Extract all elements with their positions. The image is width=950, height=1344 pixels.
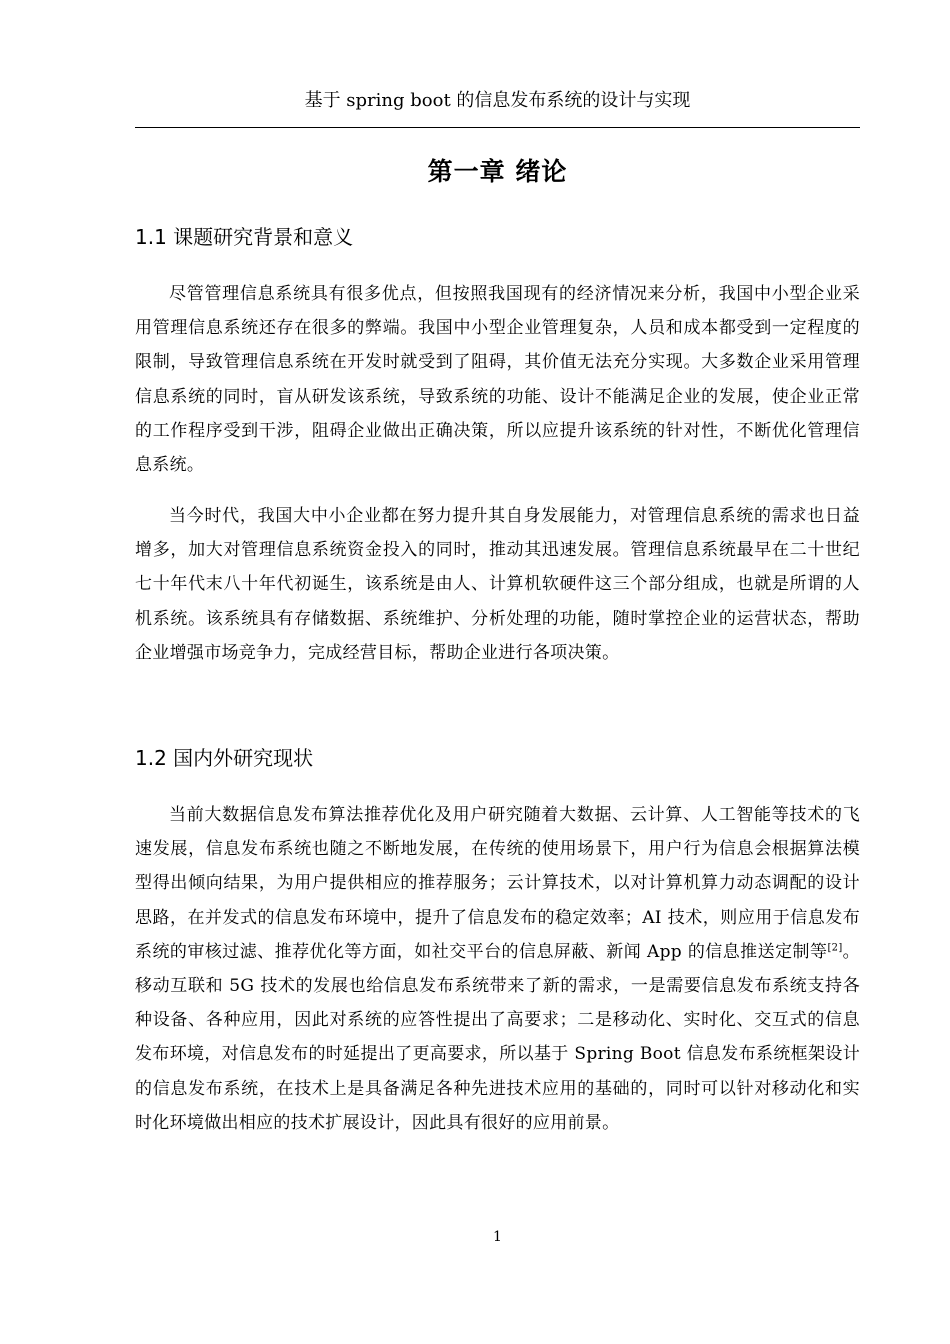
paragraph-background-1: 尽管管理信息系统具有很多优点，但按照我国现有的经济情况来分析，我国中小型企业采用管理信息系统还存在很多的弊端。我国中小型企业管理复杂，人员和成本都受到一定程度的限制，导致管理信息系统在开发时就受到了阻碍，其价值无法充分实现。大多数企业采用管理信息系统的同时，盲从研发该系统，导致系统的功能、设计不能满足企业的发展，使企业正常的工作程序受到干涉，阻碍企业做出正确决策，所以应提升该系统的针对性，不断优化管理信息系统。: [135, 284, 860, 476]
section-heading-1-2: 1.2 国内外研究现状: [135, 746, 314, 770]
page-number: 1: [493, 1229, 502, 1245]
paragraph-background-2: 当今时代，我国大中小企业都在努力提升其自身发展能力，对管理信息系统的需求也日益增多，加大对管理信息系统资金投入的同时，推动其迅速发展。管理信息系统最早在二十世纪七十年代末八十年代初诞生，该系统是由人、计算机软硬件这三个部分组成，也就是所谓的人机系统。该系统具有存储数据、系统维护、分析处理的功能，随时掌控企业的运营状态，帮助企业增强市场竞争力，完成经营目标，帮助企业进行各项决策。: [135, 506, 860, 663]
paragraph-text-after-citation: 。移动互联和 5G 技术的发展也给信息发布系统带来了新的需求，一是需要信息发布系统支持各种设备、各种应用，因此对系统的应答性提出了高要求；二是移动化、实时化、交互式的信息发布环境，对信息发布的时延提出了更高要求，所以基于 Spring Boot 信息发布系统框架设计的信息发布系统，在技术上是具备满足各种先进技术应用的基础的，同时可以针对移动化和实时化环境做出相应的技术扩展设计，因此具有很好的应用前景。: [135, 941, 860, 1133]
citation-reference[interactable]: [2]: [827, 942, 843, 954]
chapter-title: 第一章 绪论: [427, 157, 568, 186]
header-rule: [135, 127, 860, 128]
paragraph-text-before-citation: 当前大数据信息发布算法推荐优化及用户研究随着大数据、云计算、人工智能等技术的飞速发展，信息发布系统也随之不断地发展，在传统的使用场景下，用户行为信息会根据算法模型得出倾向结果，为用户提供相应的推荐服务；云计算技术，以对计算机算力动态调配的设计思路，在并发式的信息发布环境中，提升了信息发布的稳定效率；AI 技术，则应用于信息发布系统的审核过滤、推荐优化等方面，如社交平台的信息屏蔽、新闻 App 的信息推送定制等: [135, 805, 860, 962]
section-heading-1-1: 1.1 课题研究背景和意义: [135, 225, 354, 249]
paragraph-research-status: [135, 798, 860, 1140]
running-header: 基于 spring boot 的信息发布系统的设计与实现: [304, 90, 691, 111]
